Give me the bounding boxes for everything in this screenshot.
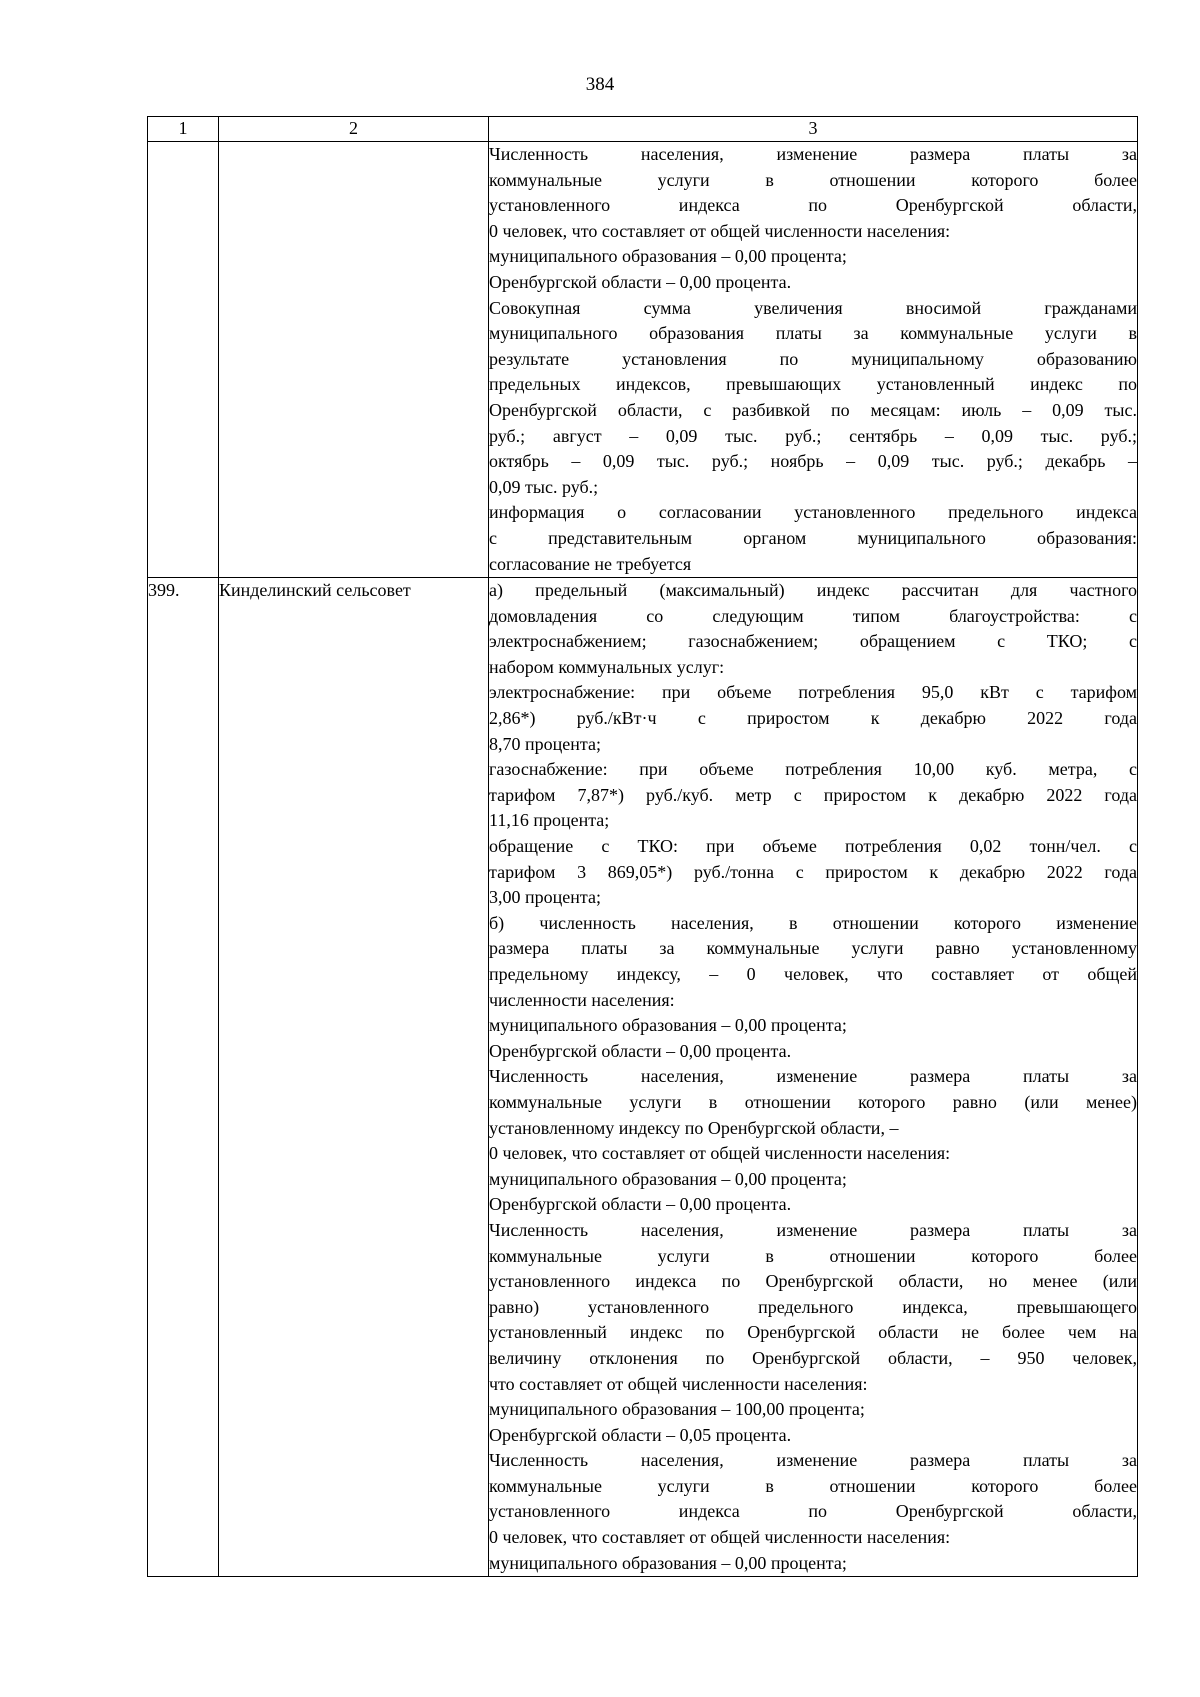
text-line: Численность населения, изменение размера платы за bbox=[489, 1450, 1137, 1471]
text-line: б) численность населения, в отношении которого изменение bbox=[489, 912, 1137, 933]
text-line: численности населения: bbox=[489, 989, 675, 1010]
text-line: 0 человек, что составляет от общей численности населения: bbox=[489, 1527, 951, 1548]
row-number-cell: 399. bbox=[148, 578, 219, 1577]
text-line: октябрь – 0,09 тыс. руб.; ноябрь – 0,09 тыс. руб.; декабрь – bbox=[489, 451, 1137, 472]
text-line: муниципального образования – 0,00 процента; bbox=[489, 246, 847, 267]
text-line: электроснабжение: при объеме потребления 95,0 кВт с тарифом bbox=[489, 682, 1137, 703]
text-line: согласование не требуется bbox=[489, 553, 692, 574]
text-line: 3,00 процента; bbox=[489, 887, 601, 908]
text-line: 0 человек, что составляет от общей численности населения: bbox=[489, 1143, 951, 1164]
data-table bbox=[147, 116, 1138, 1577]
text-line: Оренбургской области – 0,00 процента. bbox=[489, 271, 792, 292]
row-number-cell bbox=[148, 142, 219, 578]
text-line: 2,86*) руб./кВт·ч с приростом к декабрю 2022 года bbox=[489, 708, 1137, 729]
table-header-row bbox=[148, 117, 1138, 142]
text-line: тарифом 3 869,05*) руб./тонна с приростом к декабрю 2022 года bbox=[489, 861, 1137, 882]
text-line: Оренбургской области – 0,05 процента. bbox=[489, 1424, 792, 1445]
column-header-3: 3 bbox=[489, 117, 1138, 142]
text-line: муниципального образования – 0,00 процента; bbox=[489, 1015, 847, 1036]
column-header-2: 2 bbox=[219, 117, 489, 142]
text-line: величину отклонения по Оренбургской области, – 950 человек, bbox=[489, 1347, 1137, 1368]
text-line: Численность населения, изменение размера платы за bbox=[489, 1219, 1137, 1240]
text-line: Совокупная сумма увеличения вносимой гражданами bbox=[489, 297, 1137, 318]
text-line: 0,09 тыс. руб.; bbox=[489, 476, 599, 497]
text-line: 11,16 процента; bbox=[489, 810, 610, 831]
text-line: размера платы за коммунальные услуги равно установленному bbox=[489, 938, 1137, 959]
text-line: коммунальные услуги в отношении которого равно (или менее) bbox=[489, 1091, 1137, 1112]
text-line: коммунальные услуги в отношении которого более bbox=[489, 1475, 1137, 1496]
text-line: муниципального образования платы за коммунальные услуги в bbox=[489, 323, 1137, 344]
text-line: Оренбургской области – 0,00 процента. bbox=[489, 1194, 792, 1215]
column-header-1: 1 bbox=[148, 117, 219, 142]
text-line: тарифом 7,87*) руб./куб. метр с приростом к декабрю 2022 года bbox=[489, 784, 1137, 805]
text-line: муниципального образования – 0,00 процента; bbox=[489, 1168, 847, 1189]
text-line: Численность населения, изменение размера платы за bbox=[489, 1066, 1137, 1087]
page-number: 384 bbox=[585, 74, 615, 95]
text-line: установленного индекса по Оренбургской области, bbox=[489, 1501, 1137, 1522]
text-line: установленный индекс по Оренбургской области не более чем на bbox=[489, 1322, 1137, 1343]
text-line: установленного индекса по Оренбургской области, bbox=[489, 195, 1137, 216]
text-line: установленному индексу по Оренбургской области, – bbox=[489, 1117, 899, 1138]
text-line: с представительным органом муниципального образования: bbox=[489, 527, 1137, 548]
text-line: 0 человек, что составляет от общей численности населения: bbox=[489, 220, 951, 241]
text-line: 8,70 процента; bbox=[489, 733, 601, 754]
text-line: результате установления по муниципальному образованию bbox=[489, 348, 1137, 369]
text-line: коммунальные услуги в отношении которого более bbox=[489, 1245, 1137, 1266]
text-line: муниципального образования – 0,00 процента; bbox=[489, 1552, 847, 1573]
text-line: обращение с ТКО: при объеме потребления 0,02 тонн/чел. с bbox=[489, 836, 1137, 857]
text-line: предельных индексов, превышающих установленный индекс по bbox=[489, 374, 1137, 395]
text-line: что составляет от общей численности населения: bbox=[489, 1373, 868, 1394]
description-cell bbox=[489, 142, 1138, 578]
text-line: руб.; август – 0,09 тыс. руб.; сентябрь – 0,09 тыс. руб.; bbox=[489, 425, 1137, 446]
municipality-name-cell bbox=[219, 142, 489, 578]
text-line: равно) установленного предельного индекса, превышающего bbox=[489, 1296, 1137, 1317]
table-row-continuation bbox=[148, 142, 1138, 578]
text-line: домовладения со следующим типом благоустройства: с bbox=[489, 605, 1137, 626]
text-line: Оренбургской области – 0,00 процента. bbox=[489, 1040, 792, 1061]
text-line: электроснабжением; газоснабжением; обращением с ТКО; с bbox=[489, 631, 1137, 652]
text-line: предельному индексу, – 0 человек, что составляет от общей bbox=[489, 964, 1137, 984]
text-line: установленного индекса по Оренбургской области, но менее (или bbox=[489, 1271, 1137, 1292]
text-line: информация о согласовании установленного предельного индекса bbox=[489, 502, 1137, 523]
municipality-name-cell: Кинделинский сельсовет bbox=[219, 578, 489, 1577]
text-line: а) предельный (максимальный) индекс рассчитан для частного bbox=[489, 580, 1137, 601]
description-cell bbox=[489, 578, 1138, 1577]
text-line: коммунальные услуги в отношении которого более bbox=[489, 169, 1137, 190]
text-line: газоснабжение: при объеме потребления 10,00 куб. метра, с bbox=[489, 759, 1137, 780]
table-row-399 bbox=[148, 578, 1138, 1577]
text-line: муниципального образования – 100,00 процента; bbox=[489, 1399, 865, 1420]
text-line: набором коммунальных услуг: bbox=[489, 656, 725, 677]
text-line: Численность населения, изменение размера платы за bbox=[489, 144, 1137, 164]
text-line: Оренбургской области, с разбивкой по месяцам: июль – 0,09 тыс. bbox=[489, 399, 1137, 420]
